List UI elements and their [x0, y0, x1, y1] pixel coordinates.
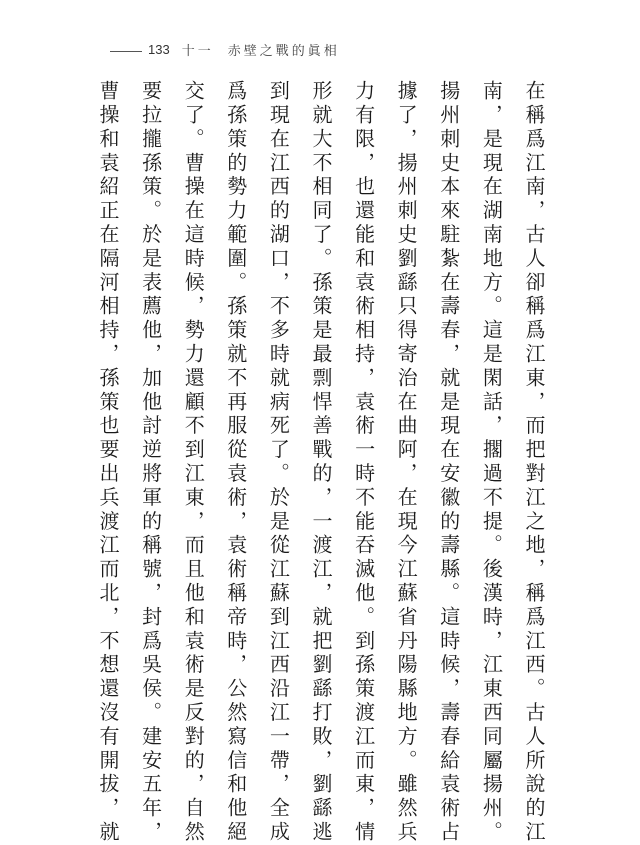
text-column-4: 據了，揚州刺史劉繇只得寄治在曲阿，在現今江蘇省丹陽縣地方。雖然兵 [394, 80, 419, 845]
chapter-title: 赤壁之戰的眞相 [227, 43, 340, 59]
running-header [110, 40, 340, 58]
text-column-1: 在稱爲江南，古人卻稱爲江東，而把對江之地，稱爲江西。古人所說的江 [521, 80, 546, 845]
text-column-7: 到現在江西的湖口，不多時就病死了。於是從江蘇到江西沿江一帶，全成 [266, 80, 291, 845]
text-column-9: 交了。曹操在這時候，勢力還顧不到江東，而且他和袁術是反對的，自然 [181, 80, 206, 845]
text-column-2: 南，是現在湖南地方。這是閑話，擱過不提。後漢時，江東西同屬揚州。 [479, 80, 504, 845]
text-column-11: 曹操和袁紹正在隔河相持，孫策也要出兵渡江而北，不想還沒有開拔，就 [96, 80, 120, 845]
text-column-8: 爲孫策的勢力範圍。孫策就不再服從袁術，袁術稱帝時，公然寫信和他絕 [223, 80, 248, 845]
text-column-5: 力有限，也還能和袁術相持，袁術一時不能吞滅他。到孫策渡江而東，情 [351, 80, 376, 845]
vertical-text-block [95, 80, 547, 845]
page-number: 133 [148, 41, 170, 57]
header-rule [110, 51, 142, 52]
text-column-6: 形就大不相同了。孫策是最剽悍善戰的，一渡江，就把劉繇打敗，劉繇逃 [308, 80, 333, 845]
chapter-number: 十一 [181, 43, 214, 59]
text-column-10: 要拉攏孫策。於是表薦他，加他討逆將軍的稱號，封爲吳侯。建安五年， [138, 80, 163, 845]
text-column-3: 揚州刺史本來駐紮在壽春，就是現在安徽的壽縣。這時候，壽春給袁術占 [436, 80, 461, 845]
